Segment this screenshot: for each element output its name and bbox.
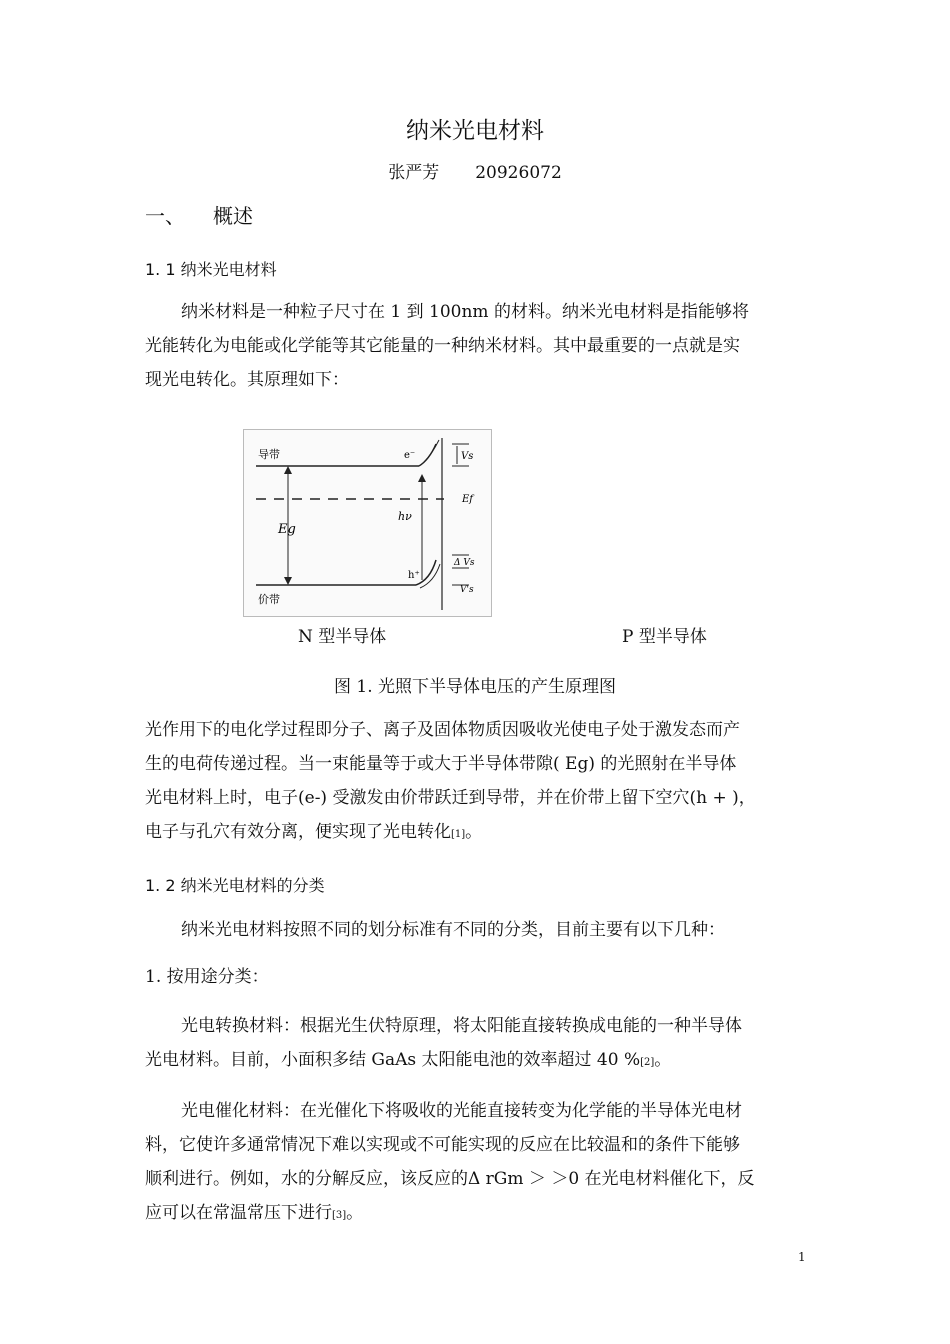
paragraph-line: 纳米光电材料按照不同的划分标准有不同的分类，目前主要有以下几种： bbox=[181, 920, 725, 940]
list-item-text: 1. 按用途分类： bbox=[145, 967, 269, 987]
subsection-heading-1-1: 1. 1 纳米光电材料 bbox=[145, 260, 277, 279]
vs-label: Vs bbox=[461, 451, 474, 462]
n-type-label: N 型半导体 bbox=[298, 627, 387, 647]
line-end: 。 bbox=[654, 1050, 672, 1070]
citation-ref: [3] bbox=[332, 1210, 347, 1221]
line-text: 应可以在常温常压下进行 bbox=[145, 1203, 332, 1223]
vs-prime-label: V's bbox=[460, 585, 474, 595]
line-text: 光电材料。目前，小面积多结 GaAs 太阳能电池的效率超过 40 % bbox=[145, 1050, 641, 1070]
paragraph-process bbox=[145, 713, 807, 852]
conduction-band-bend bbox=[419, 444, 436, 466]
paragraph-line bbox=[145, 815, 807, 852]
subsection-heading-1-2: 1. 2 纳米光电材料的分类 bbox=[145, 876, 325, 895]
hole-label: h⁺ bbox=[408, 570, 420, 581]
page-number: 1 bbox=[798, 1250, 806, 1264]
band-diagram bbox=[244, 430, 491, 616]
electron-label: e⁻ bbox=[404, 450, 416, 461]
paragraph-line: 现光电转化。其原理如下： bbox=[145, 370, 349, 390]
ef-label: Ef bbox=[462, 494, 474, 505]
paragraph-line: 光作用下的电化学过程即分子、离子及固体物质因吸收光使电子处于激发态而产 bbox=[145, 720, 740, 740]
paragraph-line: 料，它使许多通常情况下难以实现或不可能实现的反应在比较温和的条件下能够 bbox=[145, 1135, 740, 1155]
conduction-band-bend-2 bbox=[424, 440, 439, 462]
eg-arrow-head-top bbox=[284, 466, 292, 474]
paragraph-conversion bbox=[145, 1009, 807, 1080]
citation-ref: [2] bbox=[640, 1057, 655, 1068]
paragraph-line: 光能转化为电能或化学能等其它能量的一种纳米材料。其中最重要的一点就是实 bbox=[145, 336, 740, 356]
paragraph-line: 光电转换材料：根据光生伏特原理，将太阳能直接转换成电能的一种半导体 bbox=[181, 1016, 742, 1036]
paragraph-catalysis bbox=[145, 1094, 807, 1233]
paragraph-line bbox=[145, 1196, 807, 1233]
paragraph-classification-intro bbox=[145, 913, 807, 947]
line-end: 。 bbox=[465, 822, 483, 842]
paragraph-line bbox=[145, 1043, 807, 1080]
section-heading-overview bbox=[145, 200, 253, 229]
paragraph-intro bbox=[145, 295, 807, 397]
valence-band-bend-2 bbox=[420, 564, 440, 588]
conduction-band-label: 导带 bbox=[258, 448, 280, 461]
paragraph-line: 光电材料上时，电子(e-) 受激发由价带跃迁到导带，并在价带上留下空穴(h + )， bbox=[145, 788, 756, 808]
paragraph-line: 生的电荷传递过程。当一束能量等于或大于半导体带隙( Eg) 的光照射在半导体 bbox=[145, 754, 737, 774]
section-number: 一、 bbox=[145, 204, 185, 228]
hv-arrow-head bbox=[418, 474, 426, 482]
document-title: 纳米光电材料 bbox=[406, 118, 544, 144]
band-diagram-figure bbox=[243, 429, 492, 617]
list-item-by-use bbox=[145, 960, 807, 994]
hv-label: hν bbox=[398, 510, 412, 523]
valence-band-label: 价带 bbox=[258, 593, 280, 606]
line-end: 。 bbox=[346, 1203, 364, 1223]
eg-arrow-head-bottom bbox=[284, 577, 292, 585]
author-line bbox=[0, 158, 950, 183]
paragraph-line: 纳米材料是一种粒子尺寸在 1 到 100nm 的材料。纳米光电材料是指能够将 bbox=[181, 302, 749, 322]
p-type-label: P 型半导体 bbox=[622, 627, 707, 647]
paragraph-line: 顺利进行。例如，水的分解反应，该反应的Δ rGm ＞ ＞0 在光电材料催化下，反 bbox=[145, 1169, 755, 1189]
delta-vs-label: Δ Vs bbox=[454, 558, 475, 568]
student-id: 20926072 bbox=[475, 163, 562, 183]
figure-caption: 图 1. 光照下半导体电压的产生原理图 bbox=[333, 677, 617, 697]
citation-ref: [1] bbox=[451, 829, 466, 840]
line-text: 电子与孔穴有效分离，便实现了光电转化 bbox=[145, 822, 451, 842]
section-title: 概述 bbox=[213, 204, 253, 228]
eg-label: Eg bbox=[278, 522, 296, 537]
paragraph-line: 光电催化材料：在光催化下将吸收的光能直接转变为化学能的半导体光电材 bbox=[181, 1101, 742, 1121]
author-name: 张严芳 bbox=[388, 163, 440, 183]
